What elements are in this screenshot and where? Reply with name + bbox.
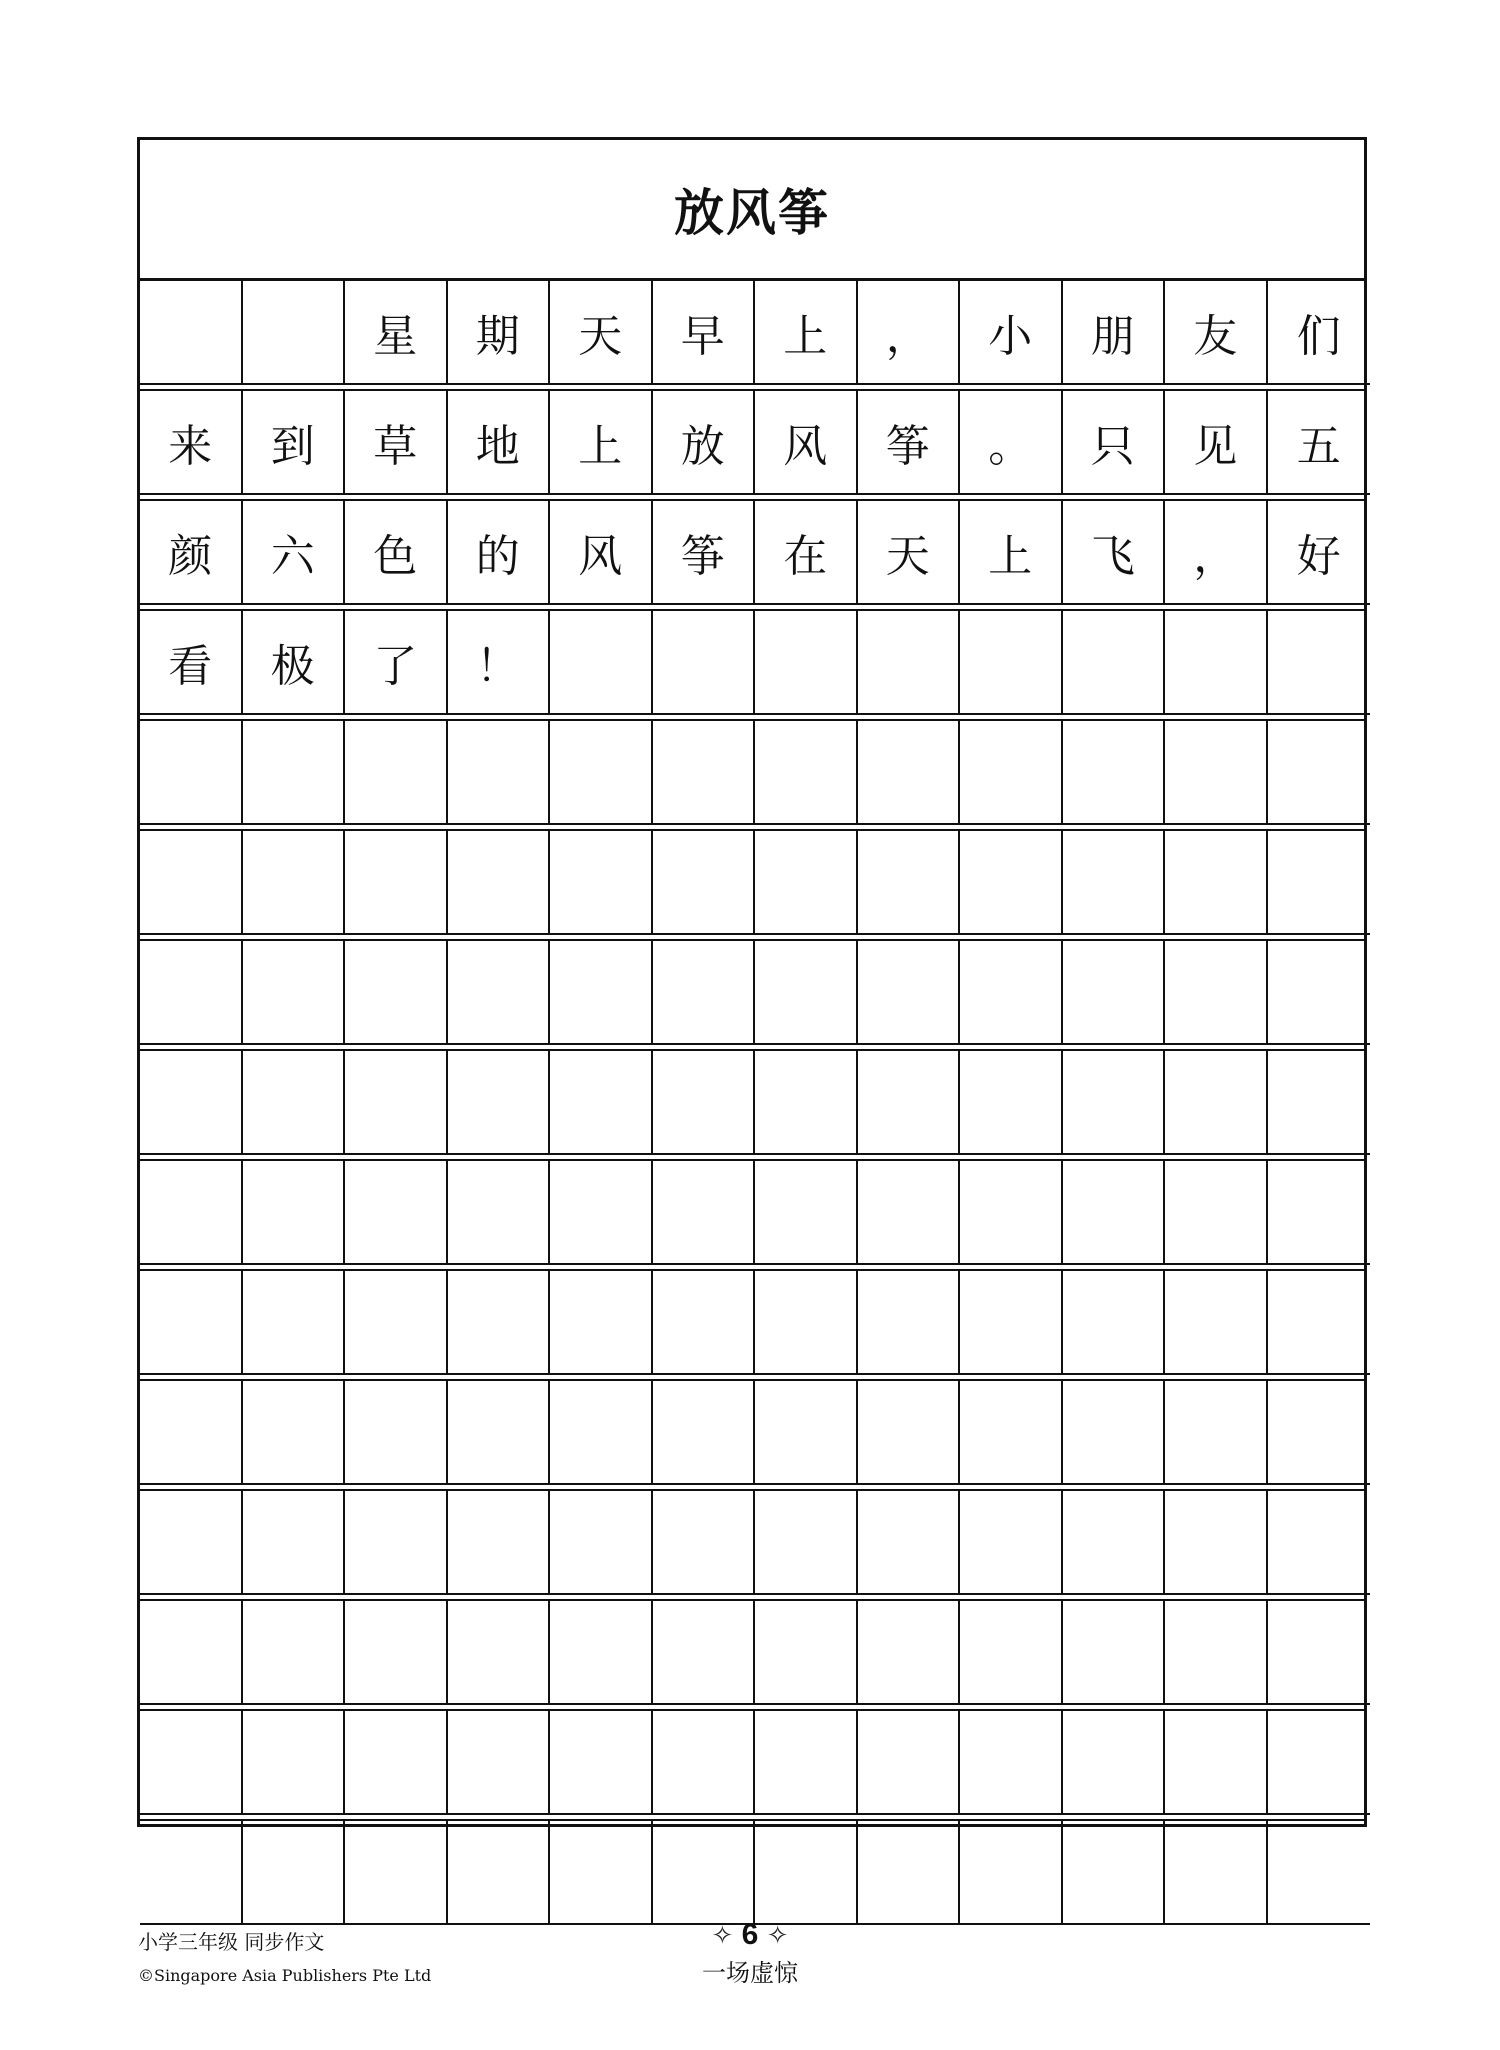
grid-cell: 见 <box>1165 391 1268 495</box>
grid-cell <box>140 1711 243 1815</box>
grid-cell <box>960 1271 1063 1375</box>
grid-cell <box>550 611 653 715</box>
grid-cell <box>1063 831 1166 935</box>
grid-cell <box>858 1601 961 1705</box>
grid-row <box>140 1601 1364 1705</box>
grid-cell <box>1268 1601 1371 1705</box>
grid-cell: 在 <box>755 501 858 605</box>
grid-cell <box>755 1711 858 1815</box>
grid-cell <box>140 1161 243 1265</box>
star-left-icon: ✧ <box>711 1921 734 1951</box>
grid-cell: ！ <box>448 611 551 715</box>
grid-cell <box>1165 1161 1268 1265</box>
grid-cell <box>243 1051 346 1155</box>
grid-cell <box>345 941 448 1045</box>
grid-cell <box>1165 1381 1268 1485</box>
grid-cell <box>858 1821 961 1925</box>
grid-cell: 们 <box>1268 281 1371 385</box>
footer-center <box>0 1915 1500 1990</box>
grid-cell <box>1063 1491 1166 1595</box>
grid-cell <box>345 1601 448 1705</box>
grid-cell <box>243 941 346 1045</box>
grid-cell: 六 <box>243 501 346 605</box>
grid-cell <box>448 1821 551 1925</box>
grid-cell <box>858 941 961 1045</box>
grid-cell <box>1268 1381 1371 1485</box>
grid-cell <box>858 831 961 935</box>
grid-cell: 风 <box>755 391 858 495</box>
grid-cell: 小 <box>960 281 1063 385</box>
grid-row <box>140 391 1364 495</box>
grid-cell: 色 <box>345 501 448 605</box>
grid-cell <box>550 1491 653 1595</box>
grid-cell <box>755 1051 858 1155</box>
grid-cell <box>755 1821 858 1925</box>
grid-cell <box>243 1601 346 1705</box>
grid-cell <box>345 1051 448 1155</box>
grid-cell <box>550 1051 653 1155</box>
grid-cell <box>1268 1051 1371 1155</box>
grid-cell <box>653 1711 756 1815</box>
grid-cell <box>858 1051 961 1155</box>
grid-cell <box>345 1381 448 1485</box>
grid-cell <box>653 611 756 715</box>
grid-cell <box>858 1161 961 1265</box>
grid-cell <box>345 1491 448 1595</box>
grid-cell <box>858 611 961 715</box>
grid-cell: 草 <box>345 391 448 495</box>
grid-cell <box>550 1711 653 1815</box>
grid-cell <box>140 941 243 1045</box>
grid-cell <box>755 1601 858 1705</box>
grid-cell <box>345 1711 448 1815</box>
grid-cell: 飞 <box>1063 501 1166 605</box>
grid-cell <box>960 1161 1063 1265</box>
grid-cell <box>653 1161 756 1265</box>
grid-cell <box>1165 941 1268 1045</box>
grid-cell <box>140 1381 243 1485</box>
grid-cell <box>653 1381 756 1485</box>
grid-cell <box>243 1711 346 1815</box>
grid-cell <box>448 1601 551 1705</box>
title-band <box>140 140 1364 281</box>
grid-cell <box>960 1601 1063 1705</box>
grid-cell <box>140 1051 243 1155</box>
grid-cell <box>1268 1711 1371 1815</box>
grid-cell <box>858 1711 961 1815</box>
grid-cell: 来 <box>140 391 243 495</box>
grid-cell <box>550 1821 653 1925</box>
grid-cell <box>960 831 1063 935</box>
grid-cell: 上 <box>550 391 653 495</box>
grid-cell <box>345 721 448 825</box>
grid-cell: 极 <box>243 611 346 715</box>
grid-cell <box>755 941 858 1045</box>
grid-cell <box>1268 1161 1371 1265</box>
grid-cell <box>448 1711 551 1815</box>
grid-cell <box>243 1491 346 1595</box>
grid-cell <box>1063 1161 1166 1265</box>
grid-cell <box>653 1491 756 1595</box>
grid-cell <box>1268 1491 1371 1595</box>
grid-cell: 期 <box>448 281 551 385</box>
grid-cell <box>1165 611 1268 715</box>
grid-cell <box>755 1161 858 1265</box>
grid-cell <box>858 721 961 825</box>
grid-cell: 早 <box>653 281 756 385</box>
grid-cell <box>140 281 243 385</box>
grid-cell <box>653 1821 756 1925</box>
grid-cell <box>1165 1051 1268 1155</box>
grid-cell <box>1063 611 1166 715</box>
grid-cell: ， <box>1165 501 1268 605</box>
grid-cell <box>1268 831 1371 935</box>
grid-cell: ， <box>858 281 961 385</box>
grid-cell: 筝 <box>858 391 961 495</box>
grid-cell: 的 <box>448 501 551 605</box>
grid-cell <box>755 611 858 715</box>
grid-cell <box>960 611 1063 715</box>
grid-cell <box>345 1821 448 1925</box>
grid-cell <box>1063 1711 1166 1815</box>
grid-cell <box>1063 941 1166 1045</box>
grid-cell <box>550 1381 653 1485</box>
grid-cell <box>448 1051 551 1155</box>
grid-cell: 看 <box>140 611 243 715</box>
grid-cell <box>448 721 551 825</box>
grid-row <box>140 501 1364 605</box>
grid-cell <box>448 831 551 935</box>
grid-cell <box>653 1601 756 1705</box>
grid-cell <box>243 1381 346 1485</box>
grid-cell <box>858 1271 961 1375</box>
grid-cell <box>1165 1271 1268 1375</box>
grid-cell: 好 <box>1268 501 1371 605</box>
grid-cell <box>858 1381 961 1485</box>
grid-cell: 颜 <box>140 501 243 605</box>
grid-cell <box>1268 941 1371 1045</box>
grid-cell: 上 <box>960 501 1063 605</box>
grid-cell: 风 <box>550 501 653 605</box>
grid-cell <box>1063 721 1166 825</box>
grid-cell <box>1165 1491 1268 1595</box>
grid-cell: 上 <box>755 281 858 385</box>
grid-cell: 放 <box>653 391 756 495</box>
grid-cell <box>140 1491 243 1595</box>
story-title: 一场虚惊 <box>702 1959 798 1987</box>
grid-cell: 天 <box>858 501 961 605</box>
grid-cell: 友 <box>1165 281 1268 385</box>
grid-cell <box>1165 1711 1268 1815</box>
page-number-line <box>0 1915 1500 1956</box>
grid-cell <box>243 1271 346 1375</box>
grid-cell <box>1063 1381 1166 1485</box>
grid-row <box>140 831 1364 935</box>
grid-cell <box>858 1491 961 1595</box>
page-number: 6 <box>741 1918 759 1951</box>
grid-cell <box>1165 831 1268 935</box>
grid-cell: 。 <box>960 391 1063 495</box>
grid-cell: 地 <box>448 391 551 495</box>
grid-row <box>140 611 1364 715</box>
grid-cell: 到 <box>243 391 346 495</box>
grid-row <box>140 1491 1364 1595</box>
grid-cell <box>345 1271 448 1375</box>
grid-cell <box>653 941 756 1045</box>
grid-cell <box>1268 1271 1371 1375</box>
grid-cell: 五 <box>1268 391 1371 495</box>
grid-cell <box>653 721 756 825</box>
grid-cell <box>345 831 448 935</box>
grid-cell <box>140 831 243 935</box>
grid-cell <box>1165 1601 1268 1705</box>
grid-cell <box>1165 721 1268 825</box>
grid-cell: 了 <box>345 611 448 715</box>
grid-cell <box>1268 611 1371 715</box>
grid-cell <box>960 1381 1063 1485</box>
grid-cell <box>550 1271 653 1375</box>
grid-cell <box>755 721 858 825</box>
grid-cell <box>1063 1051 1166 1155</box>
grid-cell <box>448 1271 551 1375</box>
grid-cell <box>1063 1271 1166 1375</box>
grid-cell <box>448 1381 551 1485</box>
star-right-icon: ✧ <box>766 1921 789 1951</box>
grid-cell: 只 <box>1063 391 1166 495</box>
grid-cell: 星 <box>345 281 448 385</box>
grid-cell: 天 <box>550 281 653 385</box>
grid-cell <box>1268 721 1371 825</box>
grid-cell <box>1268 1821 1371 1925</box>
grid-cell <box>960 1491 1063 1595</box>
grid-cell <box>243 281 346 385</box>
grid-cell <box>345 1161 448 1265</box>
grid-cell <box>448 941 551 1045</box>
grid-cell <box>448 1491 551 1595</box>
grid-row <box>140 1821 1364 1925</box>
grid-cell <box>550 1161 653 1265</box>
grid-cell <box>960 1051 1063 1155</box>
grid-cell <box>960 1821 1063 1925</box>
grid-cell <box>960 941 1063 1045</box>
grid-row <box>140 721 1364 825</box>
grid-cell <box>960 721 1063 825</box>
grid-row <box>140 281 1364 385</box>
grid-cell <box>653 1271 756 1375</box>
grid-cell <box>1063 1821 1166 1925</box>
grid-row <box>140 1051 1364 1155</box>
copyright-notice: ©Singapore Asia Publishers Pte Ltd <box>138 1966 432 1985</box>
grid-cell: 筝 <box>653 501 756 605</box>
grid-row <box>140 941 1364 1045</box>
grid-row <box>140 1381 1364 1485</box>
grid-cell <box>755 831 858 935</box>
grid-cell <box>448 1161 551 1265</box>
grid-cell: 朋 <box>1063 281 1166 385</box>
grid-cell <box>1165 1821 1268 1925</box>
grid-cell <box>960 1711 1063 1815</box>
writing-grid <box>140 281 1364 1925</box>
grid-cell <box>140 1821 243 1925</box>
grid-cell <box>550 831 653 935</box>
grid-cell <box>755 1271 858 1375</box>
grid-cell <box>243 1161 346 1265</box>
grid-cell <box>140 721 243 825</box>
grid-cell <box>653 1051 756 1155</box>
grid-cell <box>243 831 346 935</box>
book-title: 小学三年级 同步作文 <box>138 1930 325 1954</box>
grid-cell <box>243 721 346 825</box>
grid-row <box>140 1271 1364 1375</box>
grid-cell <box>550 1601 653 1705</box>
grid-row <box>140 1711 1364 1815</box>
grid-cell <box>550 941 653 1045</box>
grid-cell <box>140 1601 243 1705</box>
grid-cell <box>1063 1601 1166 1705</box>
composition-sheet <box>137 137 1367 1827</box>
grid-cell <box>755 1491 858 1595</box>
grid-row <box>140 1161 1364 1265</box>
grid-cell <box>243 1821 346 1925</box>
grid-cell <box>653 831 756 935</box>
worksheet-title: 放风筝 <box>674 183 830 242</box>
grid-cell <box>755 1381 858 1485</box>
grid-cell <box>550 721 653 825</box>
grid-cell <box>140 1271 243 1375</box>
